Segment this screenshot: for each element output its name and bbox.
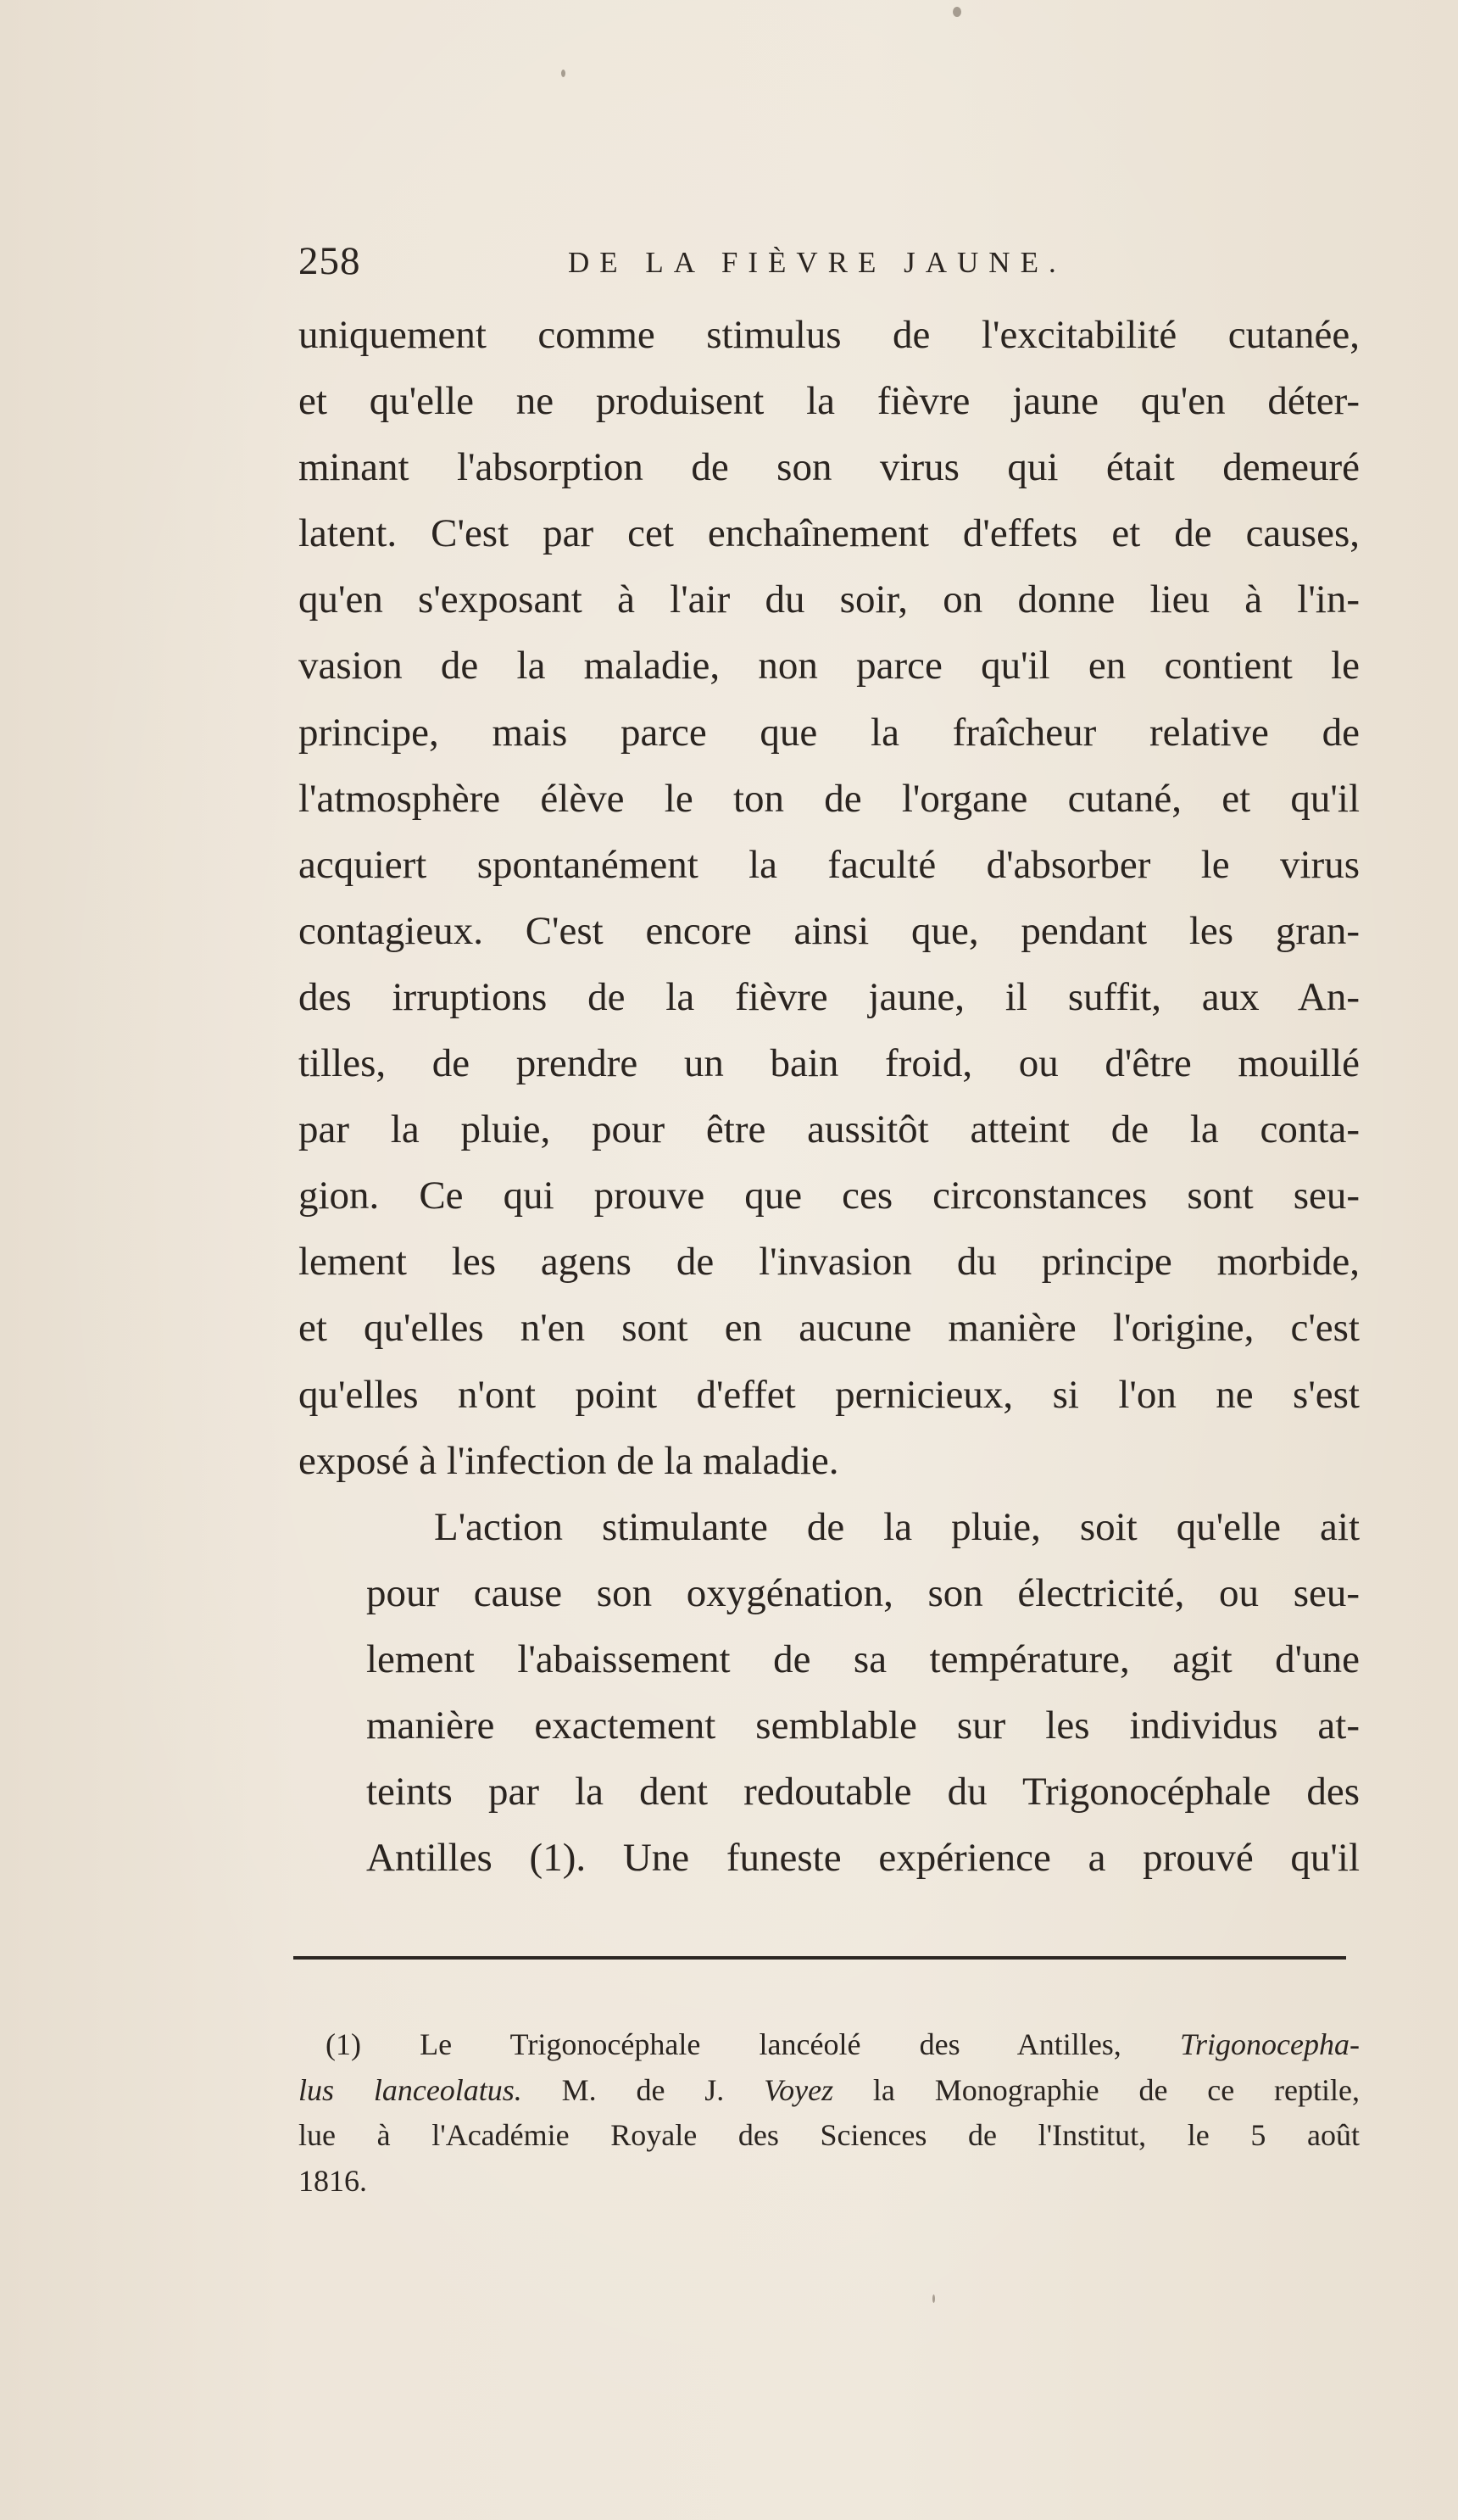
text-line: tilles, de prendre un bain froid, ou d'être mouillé xyxy=(298,1041,1360,1086)
text-line: l'atmosphère élève le ton de l'organe cutané, et qu'il xyxy=(298,776,1360,821)
page-header xyxy=(298,236,1358,287)
footnote-text: M. de J. xyxy=(521,2072,765,2107)
text-line: uniquement comme stimulus de l'excitabilité cutanée, xyxy=(298,313,1360,357)
text-line: pour cause son oxygénation, son électricité, ou seu- xyxy=(366,1570,1360,1615)
paragraph-2 xyxy=(298,1494,1360,1892)
text-line: vasion de la maladie, non parce qu'il en contient le xyxy=(298,644,1360,689)
text-line: contagieux. C'est encore ainsi que, pendant les gran- xyxy=(298,908,1360,953)
text-line: lement l'abaissement de sa température, agit d'une xyxy=(366,1636,1360,1681)
footnote-text: la Monographie de ce reptile, xyxy=(833,2072,1361,2107)
text-line: gion. Ce qui prouve que ces circonstances sont seu- xyxy=(298,1174,1360,1218)
text-line: acquiert spontanément la faculté d'absorber le virus xyxy=(298,842,1360,887)
text-line: principe, mais parce que la fraîcheur relative de xyxy=(298,710,1360,755)
footnote-text: (1) Le Trigonocéphale lancéolé des Antilles, xyxy=(326,2027,1180,2061)
text-line: L'action stimulante de la pluie, soit qu'elle ait xyxy=(434,1504,1360,1549)
footnote-species-name: lus lanceolatus. xyxy=(298,2072,522,2107)
footnote-line xyxy=(298,2022,1360,2068)
footnote xyxy=(298,2022,1360,2204)
text-line: des irruptions de la fièvre jaune, il suffit, aux An- xyxy=(298,974,1360,1019)
text-line: et qu'elle ne produisent la fièvre jaune qu'en déter- xyxy=(298,379,1360,424)
footnote-voyez: Voyez xyxy=(764,2072,834,2107)
text-line: teints par la dent redoutable du Trigonocéphale des xyxy=(366,1770,1360,1815)
footnote-line: 1816. xyxy=(298,2163,367,2198)
body-text xyxy=(298,302,1360,1891)
paragraph-1 xyxy=(298,302,1360,1494)
footnote-line xyxy=(298,2068,1360,2114)
text-line: Antilles (1). Une funeste expérience a prouvé qu'il xyxy=(366,1836,1360,1881)
footnote-rule xyxy=(293,1956,1346,1960)
text-line: et qu'elles n'en sont en aucune manière l'origine, c'est xyxy=(298,1306,1360,1351)
footnote-species-name: Trigonocepha- xyxy=(1180,2027,1360,2061)
text-line: minant l'absorption de son virus qui était demeuré xyxy=(298,445,1360,490)
text-line: latent. C'est par cet enchaînement d'effets et de causes, xyxy=(298,511,1360,556)
text-line: par la pluie, pour être aussitôt atteint de la conta- xyxy=(298,1107,1360,1152)
text-line: manière exactement semblable sur les individus at- xyxy=(366,1703,1360,1748)
paper-speck xyxy=(561,70,565,77)
text-line: exposé à l'infection de la maladie. xyxy=(298,1438,839,1483)
running-head: DE LA FIÈVRE JAUNE. xyxy=(568,246,1066,279)
paper-speck xyxy=(953,7,961,17)
text-line: lement les agens de l'invasion du principe morbide, xyxy=(298,1240,1360,1285)
text-line: qu'en s'exposant à l'air du soir, on donne lieu à l'in- xyxy=(298,577,1360,622)
page-number: 258 xyxy=(298,239,361,283)
text-line: qu'elles n'ont point d'effet pernicieux, si l'on ne s'est xyxy=(298,1372,1360,1417)
paper-speck xyxy=(932,2294,935,2303)
footnote-line: lue à l'Académie Royale des Sciences de l'Institut, le 5 août xyxy=(298,2118,1360,2152)
